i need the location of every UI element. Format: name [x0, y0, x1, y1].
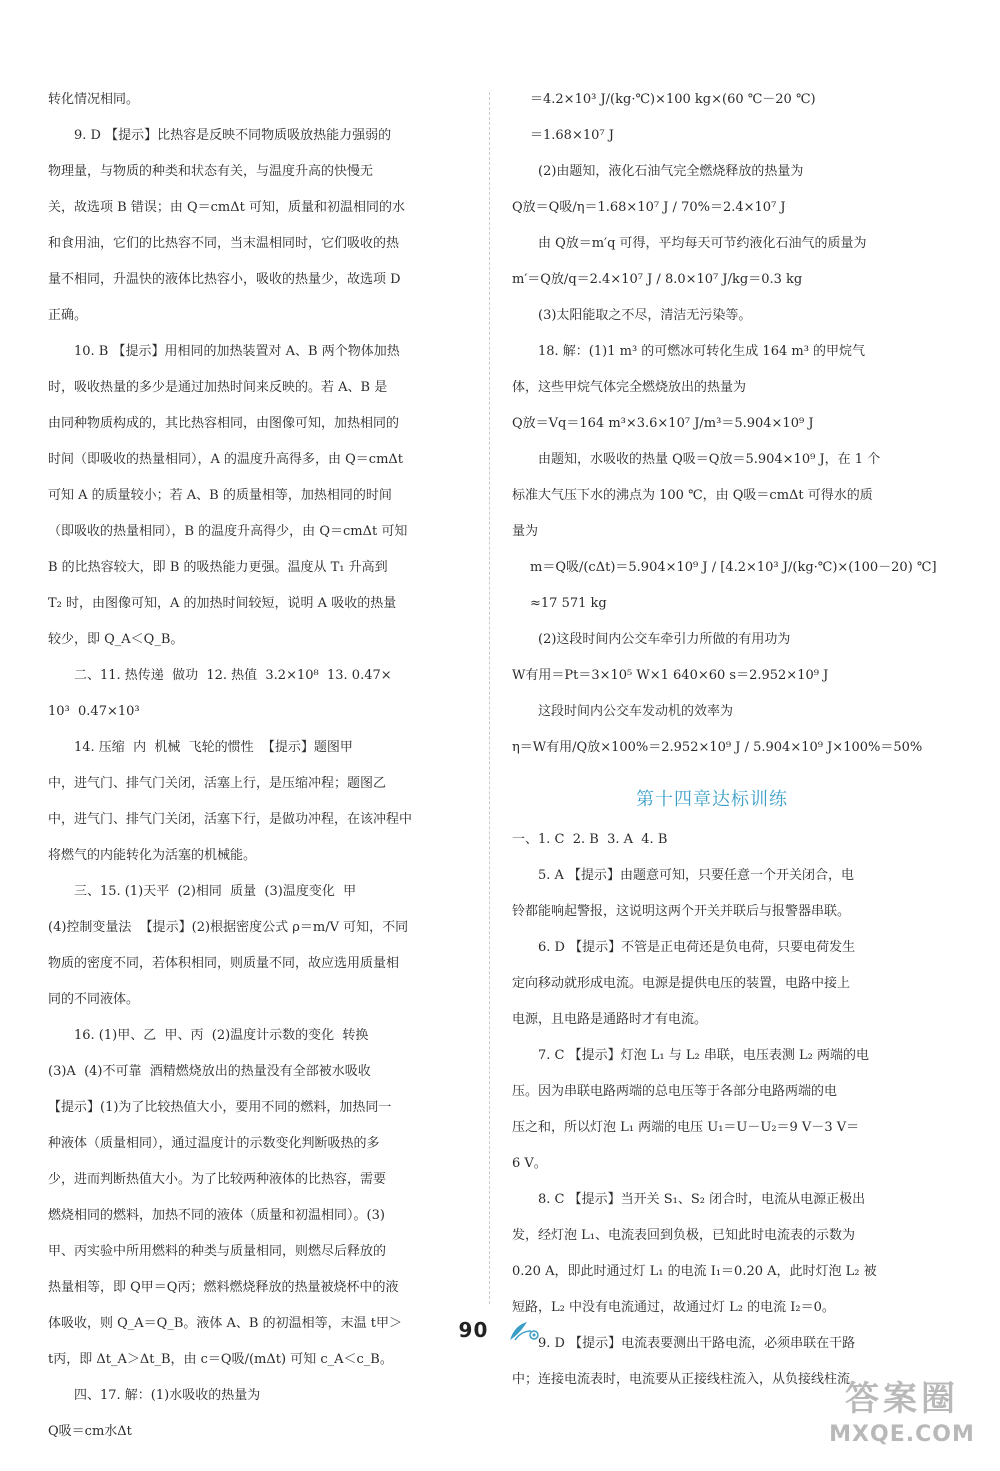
text-line: 6. D 【提示】不管是正电荷还是负电荷，只要电荷发生	[538, 940, 856, 955]
text-line: η＝W有用/Q放×100%＝2.952×10⁹ J / 5.904×10⁹ J×100%＝50%	[512, 740, 923, 755]
text-line: 一、1. C 2. B 3. A 4. B	[512, 832, 668, 847]
text-line: 压。因为串联电路两端的总电压等于各部分电路两端的电	[512, 1084, 838, 1099]
text-line: 时间（即吸收的热量相同），A 的温度升高得多，由 Q＝cmΔt	[48, 452, 404, 467]
text-line: W有用＝Pt＝3×10⁵ W×1 640×60 s＝2.952×10⁹ J	[512, 668, 829, 683]
text-line: 16. (1)甲、乙 甲、丙 (2)温度计示数的变化 转换	[74, 1028, 369, 1043]
page-footer	[0, 1318, 1000, 1346]
text-line: T₂ 时，由图像可知，A 的加热时间较短，说明 A 吸收的热量	[48, 596, 397, 611]
text-line: ＝4.2×10³ J/(kg·℃)×100 kg×(60 ℃－20 ℃)	[530, 92, 816, 107]
text-line: 铃都能响起警报，这说明这两个开关并联后与报警器串联。	[512, 904, 851, 919]
right-column-answers-13	[512, 82, 937, 766]
text-line: 体吸收，则 Q_A＝Q_B。液体 A、B 的初温相等，末温 t甲＞	[48, 1316, 402, 1331]
text-line: 四、17. 解：(1)水吸收的热量为	[74, 1388, 261, 1403]
text-line: 燃烧相同的燃料，加热不同的液体（质量和初温相同）。(3)	[48, 1208, 385, 1223]
text-line: 短路，L₂ 中没有电流通过，故通过灯 L₂ 的电流 I₂＝0。	[512, 1300, 835, 1315]
text-line: 标准大气压下水的沸点为 100 ℃，由 Q吸＝cmΔt 可得水的质	[512, 488, 873, 503]
text-line: (2)这段时间内公交车牵引力所做的有用功为	[538, 632, 791, 647]
text-line: 由同种物质构成的，其比热容相同，由图像可知，加热相同的	[48, 416, 400, 431]
text-line: 18. 解：(1)1 m³ 的可燃冰可转化生成 164 m³ 的甲烷气	[538, 344, 866, 359]
text-line: 0.20 A，即此时通过灯 L₁ 的电流 I₁＝0.20 A，此时灯泡 L₂ 被	[512, 1264, 877, 1279]
leaf-logo-icon	[507, 1320, 541, 1346]
text-line: 由 Q放＝m′q 可得，平均每天可节约液化石油气的质量为	[538, 236, 867, 251]
text-line: m＝Q吸/(cΔt)＝5.904×10⁹ J / [4.2×10³ J/(kg·℃)×(100－20) ℃]	[530, 560, 937, 575]
text-line: 较少，即 Q_A＜Q_B。	[48, 632, 184, 647]
text-line: (3)A (4)不可靠 酒精燃烧放出的热量没有全部被水吸收	[48, 1064, 371, 1079]
text-line: 6 V。	[512, 1156, 547, 1171]
text-line: 关，故选项 B 错误；由 Q＝cmΔt 可知，质量和初温相同的水	[48, 200, 405, 215]
text-line: 10³ 0.47×10³	[48, 704, 140, 719]
text-line: 14. 压缩 内 机械 飞轮的惯性 【提示】题图甲	[74, 740, 353, 755]
text-line: 5. A 【提示】由题意可知，只要任意一个开关闭合，电	[538, 868, 855, 883]
text-line: 正确。	[48, 308, 88, 323]
text-line: 量不相同，升温快的液体比热容小，吸收的热量少，故选项 D	[48, 272, 401, 287]
text-line: 中；连接电流表时，电流要从正接线柱流入，从负接线柱流	[512, 1372, 851, 1387]
text-line: (3)太阳能取之不尽，清洁无污染等。	[538, 308, 752, 323]
column-divider	[489, 92, 490, 1304]
watermark-url: MXQE.COM	[829, 1422, 975, 1447]
text-line: 压之和，所以灯泡 L₁ 两端的电压 U₁＝U－U₂＝9 V－3 V＝	[512, 1120, 860, 1135]
text-line: 二、11. 热传递 做功 12. 热值 3.2×10⁸ 13. 0.47×	[74, 668, 392, 683]
text-line: ≈17 571 kg	[530, 596, 607, 611]
text-line: 9. D 【提示】电流表要测出干路电流，必须串联在干路	[538, 1336, 856, 1351]
text-line: 体，这些甲烷气体完全燃烧放出的热量为	[512, 380, 747, 395]
text-line: 由题知，水吸收的热量 Q吸＝Q放＝5.904×10⁹ J，在 1 个	[538, 452, 881, 467]
text-line: 7. C 【提示】灯泡 L₁ 与 L₂ 串联，电压表测 L₂ 两端的电	[538, 1048, 869, 1063]
text-line: 定向移动就形成电流。电源是提供电压的装置，电路中接上	[512, 976, 851, 991]
text-line: 这段时间内公交车发动机的效率为	[538, 704, 734, 719]
site-watermark	[822, 1378, 982, 1460]
text-line: 和食用油，它们的比热容不同，当末温相同时，它们吸收的热	[48, 236, 400, 251]
text-line: 可知 A 的质量较小；若 A、B 的质量相等，加热相同的时间	[48, 488, 392, 503]
text-line: m′＝Q放/q＝2.4×10⁷ J / 8.0×10⁷ J/kg＝0.3 kg	[512, 272, 803, 287]
page-number: 90	[458, 1318, 489, 1342]
text-line: 8. C 【提示】当开关 S₁、S₂ 闭合时，电流从电源正极出	[538, 1192, 866, 1207]
text-line: 【提示】(1)为了比较热值大小，要用不同的燃料，加热同一	[48, 1100, 392, 1115]
text-line: 三、15. (1)天平 (2)相同 质量 (3)温度变化 甲	[74, 884, 357, 899]
text-line: Q放＝Q吸/η＝1.68×10⁷ J / 70%＝2.4×10⁷ J	[512, 200, 786, 215]
text-line: 9. D 【提示】比热容是反映不同物质吸放热能力强弱的	[74, 128, 392, 143]
right-column	[512, 82, 937, 1387]
text-line: 甲、丙实验中所用燃料的种类与质量相同，则燃尽后释放的	[48, 1244, 387, 1259]
text-line: 发，经灯泡 L₁、电流表回到负极，已知此时电流表的示数为	[512, 1228, 855, 1243]
text-line: t丙，即 Δt_A＞Δt_B，由 c＝Q吸/(mΔt) 可知 c_A＜c_B。	[48, 1352, 393, 1367]
text-line: 物理量，与物质的种类和状态有关，与温度升高的快慢无	[48, 164, 374, 179]
text-line: 10. B 【提示】用相同的加热装置对 A、B 两个物体加热	[74, 344, 400, 359]
text-line: 量为	[512, 524, 539, 539]
text-line: 电源，且电路是通路时才有电流。	[512, 1012, 708, 1027]
text-line: 种液体（质量相同），通过温度计的示数变化判断吸热的多	[48, 1136, 380, 1151]
text-line: 时，吸收热量的多少是通过加热时间来反映的。若 A、B 是	[48, 380, 388, 395]
text-line: 中，进气门、排气门关闭，活塞上行，是压缩冲程；题图乙	[48, 776, 387, 791]
chapter-heading: 第十四章达标训练	[636, 789, 788, 810]
text-line: Q放＝Vq＝164 m³×3.6×10⁷ J/m³＝5.904×10⁹ J	[512, 416, 814, 431]
watermark-title: 答案圈	[845, 1379, 959, 1419]
text-line: ＝1.68×10⁷ J	[530, 128, 614, 143]
text-line: 中，进气门、排气门关闭，活塞下行，是做功冲程，在该冲程中	[48, 812, 413, 827]
text-line: 将燃气的内能转化为活塞的机械能。	[48, 848, 257, 863]
text-line: Q吸＝cm水Δt	[48, 1424, 132, 1439]
left-column	[48, 82, 470, 1439]
text-line: 物质的密度不同，若体积相同，则质量不同，故应选用质量相	[48, 956, 400, 971]
text-line: 同的不同液体。	[48, 992, 140, 1007]
text-line: (2)由题知，液化石油气完全燃烧释放的热量为	[538, 164, 804, 179]
text-line: 热量相等，即 Q甲＝Q丙；燃料燃烧释放的热量被烧杯中的液	[48, 1280, 399, 1295]
text-line: 少，进而判断热值大小。为了比较两种液体的比热容，需要	[48, 1172, 387, 1187]
right-column-answers-14	[512, 822, 912, 1398]
text-line: (4)控制变量法 【提示】(2)根据密度公式 ρ＝m/V 可知，不同	[48, 920, 409, 935]
text-line: （即吸收的热量相同），B 的温度升高得少，由 Q＝cmΔt 可知	[48, 524, 408, 539]
text-line: 转化情况相同。	[48, 92, 140, 107]
text-line: B 的比热容较大，即 B 的吸热能力更强。温度从 T₁ 升高到	[48, 560, 388, 575]
